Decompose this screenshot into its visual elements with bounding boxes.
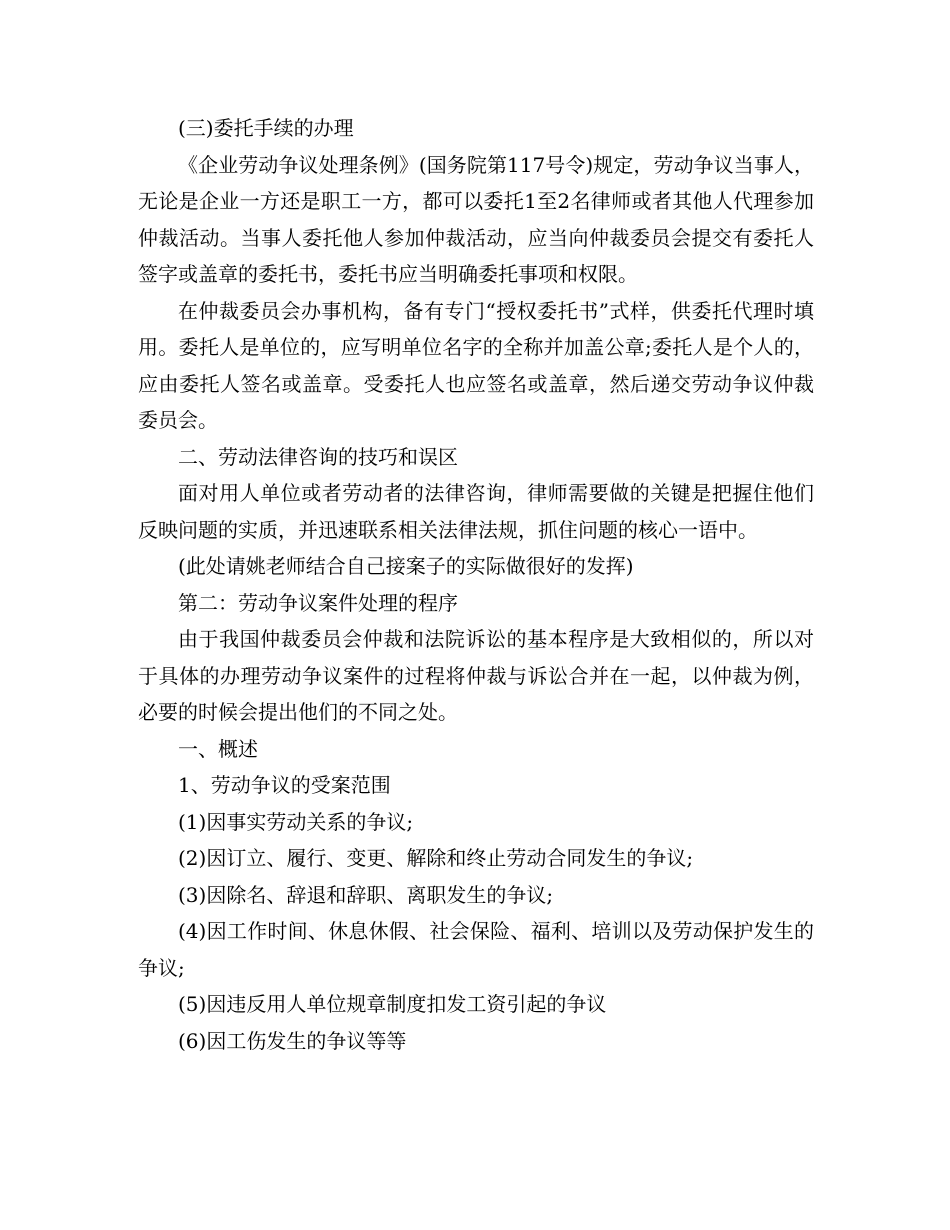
paragraph: 面对用人单位或者劳动者的法律咨询，律师需要做的关键是把握住他们反映问题的实质，并迅速联系相关法律法规，抓住问题的核心一语中。: [138, 481, 814, 542]
paragraph: 在仲裁委员会办事机构，备有专门“授权委托书”式样，供委托代理时填用。委托人是单位的，应写明单位名字的全称并加盖公章;委托人是个人的，应由委托人签名或盖章。受委托人也应签名或盖章，然后递交劳动争议仲裁委员会。: [138, 298, 814, 432]
list-item: (3)因除名、辞退和辞职、离职发生的争议;: [178, 882, 554, 907]
paragraph-section-heading: 第二：劳动争议案件处理的程序: [178, 590, 458, 615]
list-item: (1)因事实劳动关系的争议;: [178, 809, 414, 834]
document-body: [138, 110, 814, 1059]
paragraph-subheading: 1、劳动争议的受案范围: [178, 773, 391, 797]
paragraph: 《企业劳动争议处理条例》(国务院第117号令)规定，劳动争议当事人，无论是企业一方还是职工一方，都可以委托1至2名律师或者其他人代理参加仲裁活动。当事人委托他人参加仲裁活动，应当向仲裁委员会提交有委托人签字或盖章的委托书，委托书应当明确委托事项和权限。: [138, 152, 814, 286]
paragraph: 由于我国仲裁委员会仲裁和法院诉讼的基本程序是大致相似的，所以对于具体的办理劳动争议案件的过程将仲裁与诉讼合并在一起，以仲裁为例，必要的时候会提出他们的不同之处。: [138, 627, 814, 724]
list-item: (4)因工作时间、休息休假、社会保险、福利、培训以及劳动保护发生的争议;: [138, 919, 814, 980]
paragraph-section-heading: 一、概述: [178, 736, 258, 761]
list-item: (2)因订立、履行、变更、解除和终止劳动合同发生的争议;: [178, 846, 694, 870]
paragraph: (此处请姚老师结合自己接案子的实际做很好的发挥): [178, 554, 634, 578]
list-item: (6)因工伤发生的争议等等: [178, 1028, 407, 1053]
list-item: (5)因违反用人单位规章制度扣发工资引起的争议: [178, 992, 607, 1016]
paragraph-section-heading: (三)委托手续的办理: [178, 116, 354, 140]
paragraph-section-heading: 二、劳动法律咨询的技巧和误区: [178, 444, 458, 469]
